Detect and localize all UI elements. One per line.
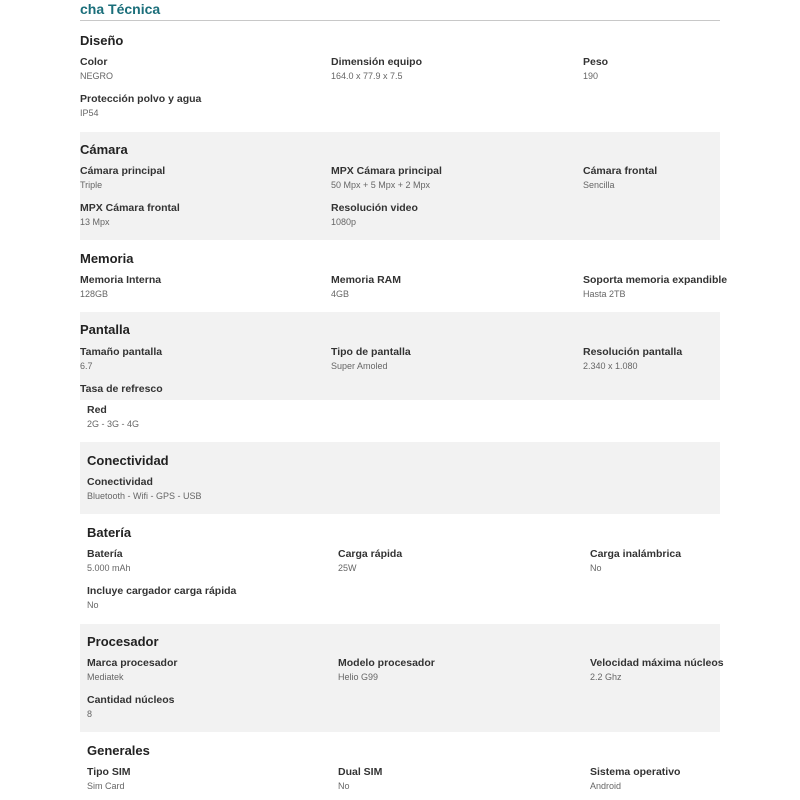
field-label: Tasa de refresco (80, 383, 163, 395)
field-value: 6.7 (80, 361, 93, 371)
field-label: Velocidad máxima núcleos (590, 657, 724, 669)
field-dual-sim (338, 766, 382, 792)
field-value: 13 Mpx (80, 217, 110, 227)
field-label: Memoria RAM (331, 274, 402, 286)
field-value: No (590, 563, 602, 573)
field-label: Cantidad núcleos (87, 694, 175, 706)
field-label: Peso (583, 56, 609, 68)
field-bateria (87, 548, 131, 574)
field-resolucion-pantalla (583, 346, 682, 372)
field-value: 2G - 3G - 4G (87, 419, 140, 429)
section-conectividad (80, 442, 720, 514)
field-label: Memoria Interna (80, 274, 162, 286)
field-value: 4GB (331, 289, 350, 299)
field-label: Dimensión equipo (331, 56, 423, 68)
field-label: Modelo procesador (338, 657, 435, 669)
field-mpx-frontal (80, 202, 180, 228)
field-value: 8 (87, 709, 93, 719)
field-label: MPX Cámara principal (331, 165, 442, 177)
section-title: Pantalla (80, 322, 130, 337)
field-label: Tamaño pantalla (80, 346, 163, 358)
section-camara (80, 132, 720, 240)
field-value: Bluetooth - Wifi - GPS - USB (87, 491, 202, 501)
section-memoria (80, 240, 728, 312)
section-title: Generales (87, 743, 150, 758)
field-resolucion-video (331, 202, 418, 228)
section-red (80, 400, 720, 442)
field-label: Dual SIM (338, 766, 383, 778)
field-label: Tipo de pantalla (331, 346, 411, 358)
field-label: Soporta memoria expandible (583, 274, 728, 286)
section-title: Diseño (80, 33, 124, 48)
field-label: Resolución video (331, 202, 418, 214)
field-value: Triple (80, 180, 103, 190)
field-label: Conectividad (87, 476, 153, 488)
field-mpx-principal (331, 165, 442, 191)
field-label: Marca procesador (87, 657, 178, 669)
field-memoria-interna (80, 274, 161, 300)
field-value: 1080p (331, 217, 357, 227)
field-marca-procesador (87, 657, 177, 683)
section-title: Cámara (80, 142, 128, 157)
title-divider (80, 20, 720, 21)
field-label: Batería (87, 548, 123, 560)
field-label: Tipo SIM (87, 766, 131, 778)
field-carga-rapida (338, 548, 402, 574)
field-value: 190 (583, 71, 599, 81)
field-label: MPX Cámara frontal (80, 202, 180, 214)
field-value: 2.2 Ghz (590, 672, 622, 682)
section-diseno (80, 22, 720, 132)
field-carga-inalambrica (590, 548, 681, 574)
field-tipo-pantalla (331, 346, 411, 372)
field-value: Hasta 2TB (583, 289, 626, 299)
field-label: Resolución pantalla (583, 346, 683, 358)
field-peso (583, 56, 608, 82)
field-value: Super Amoled (331, 361, 388, 371)
field-memoria-ram (331, 274, 401, 300)
section-procesador (80, 624, 724, 732)
field-label: Protección polvo y agua (80, 93, 202, 105)
field-value: No (87, 600, 99, 610)
field-red (87, 404, 139, 430)
section-generales (80, 732, 720, 800)
field-label: Incluye cargador carga rápida (87, 585, 237, 597)
page-title: cha Técnica (80, 1, 161, 17)
field-label: Cámara frontal (583, 165, 658, 177)
field-memoria-expandible (583, 274, 727, 300)
field-value: Sim Card (87, 781, 125, 791)
section-title: Procesador (87, 634, 159, 649)
field-tipo-sim (87, 766, 131, 792)
field-camara-frontal (583, 165, 657, 191)
field-tasa-refresco (80, 383, 163, 396)
field-color (80, 56, 113, 82)
field-value: 164.0 x 77.9 x 7.5 (331, 71, 403, 81)
field-label: Carga inalámbrica (590, 548, 682, 560)
field-value: 5.000 mAh (87, 563, 131, 573)
field-value: 2.340 x 1.080 (583, 361, 638, 371)
field-value: Helio G99 (338, 672, 379, 682)
field-value: Sencilla (583, 180, 615, 190)
section-pantalla (80, 312, 720, 400)
field-sistema-operativo (590, 766, 680, 792)
field-value: No (338, 781, 350, 791)
section-bateria (80, 514, 720, 624)
field-conectividad (87, 476, 202, 502)
field-value: IP54 (80, 108, 99, 118)
field-value: Mediatek (87, 672, 124, 682)
field-value: 128GB (80, 289, 109, 299)
section-title: Conectividad (87, 453, 169, 468)
field-label: Color (80, 56, 108, 68)
field-proteccion (80, 93, 201, 119)
field-camara-principal (80, 165, 165, 191)
field-label: Red (87, 404, 107, 416)
field-value: 25W (338, 563, 357, 573)
field-cantidad-nucleos (87, 694, 175, 720)
field-label: Cámara principal (80, 165, 166, 177)
field-incluye-cargador (87, 585, 236, 611)
field-value: Android (590, 781, 622, 791)
field-label: Sistema operativo (590, 766, 681, 778)
section-title: Batería (87, 525, 132, 540)
field-value: NEGRO (80, 71, 114, 81)
field-label: Carga rápida (338, 548, 403, 560)
field-value: 50 Mpx + 5 Mpx + 2 Mpx (331, 180, 431, 190)
field-tamano-pantalla (80, 346, 162, 372)
field-dimension (331, 56, 422, 82)
field-modelo-procesador (338, 657, 435, 683)
field-velocidad-nucleos (590, 657, 724, 683)
section-title: Memoria (80, 251, 134, 266)
